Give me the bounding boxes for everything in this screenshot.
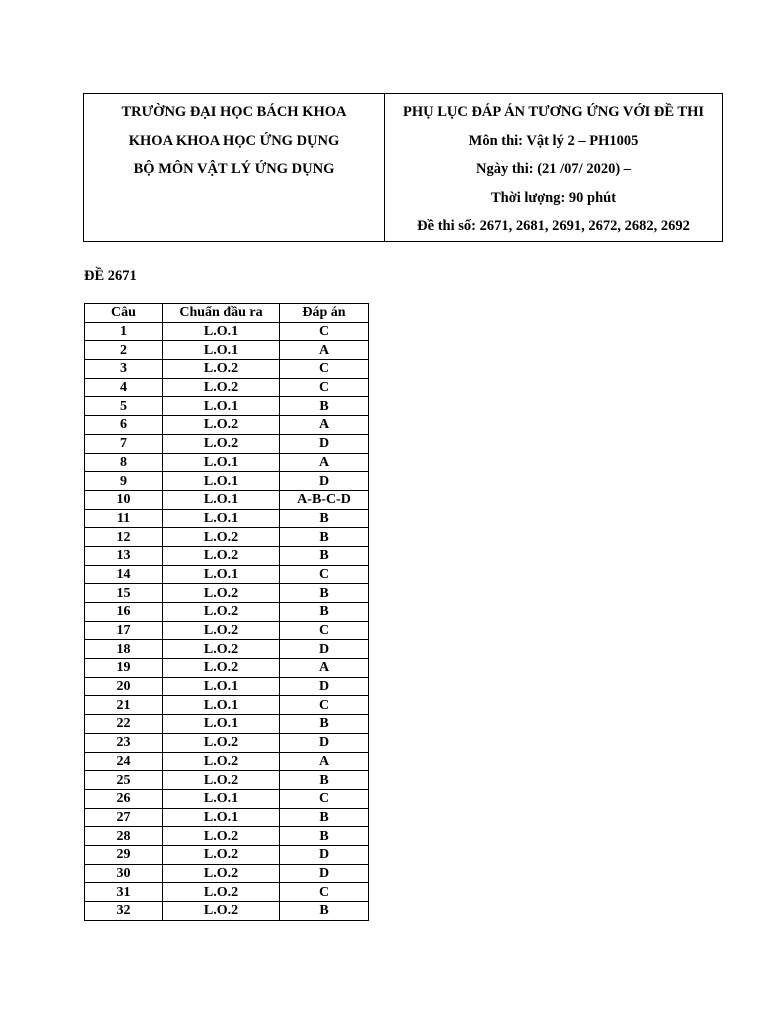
answer-cell: B [280, 771, 369, 790]
answer-cell: C [280, 565, 369, 584]
learning-outcome-cell: L.O.1 [163, 677, 280, 696]
learning-outcome-cell: L.O.2 [163, 659, 280, 678]
university-name: TRƯỜNG ĐẠI HỌC BÁCH KHOA [121, 104, 347, 120]
learning-outcome-cell: L.O.2 [163, 584, 280, 603]
question-number-cell: 15 [85, 584, 163, 603]
learning-outcome-cell: L.O.2 [163, 434, 280, 453]
question-number-cell: 29 [85, 845, 163, 864]
answer-cell: B [280, 603, 369, 622]
question-number-cell: 26 [85, 789, 163, 808]
question-number-cell: 5 [85, 397, 163, 416]
table-header-row [85, 304, 369, 323]
exam-date-line: Ngày thi: (21 /07/ 2020) – [475, 161, 632, 177]
question-number-cell: 25 [85, 771, 163, 790]
table-row [85, 322, 369, 341]
answer-cell: C [280, 789, 369, 808]
institution-block [84, 94, 385, 242]
question-number-cell: 27 [85, 808, 163, 827]
question-number-cell: 1 [85, 322, 163, 341]
answer-cell: A [280, 416, 369, 435]
question-number-cell: 12 [85, 528, 163, 547]
answer-cell: D [280, 733, 369, 752]
learning-outcome-cell: L.O.2 [163, 827, 280, 846]
answer-cell: C [280, 378, 369, 397]
answer-table-body [85, 322, 369, 920]
table-row [85, 621, 369, 640]
table-row [85, 864, 369, 883]
table-row [85, 659, 369, 678]
question-number-cell: 21 [85, 696, 163, 715]
table-row [85, 546, 369, 565]
appendix-title: PHỤ LỤC ĐÁP ÁN TƯƠNG ỨNG VỚI ĐỀ THI [402, 104, 705, 120]
table-row [85, 883, 369, 902]
question-number-cell: 13 [85, 546, 163, 565]
faculty-name: KHOA KHOA HỌC ỨNG DỤNG [128, 132, 340, 149]
table-row [85, 565, 369, 584]
table-row [85, 752, 369, 771]
question-number-cell: 2 [85, 341, 163, 360]
learning-outcome-cell: L.O.1 [163, 565, 280, 584]
document-header [83, 93, 723, 242]
table-row [85, 360, 369, 379]
learning-outcome-cell: L.O.1 [163, 341, 280, 360]
answer-cell: D [280, 434, 369, 453]
question-number-cell: 20 [85, 677, 163, 696]
learning-outcome-cell: L.O.2 [163, 771, 280, 790]
learning-outcome-cell: L.O.1 [163, 453, 280, 472]
answer-cell: A [280, 341, 369, 360]
table-row [85, 789, 369, 808]
question-number-cell: 23 [85, 733, 163, 752]
answer-cell: B [280, 528, 369, 547]
learning-outcome-cell: L.O.2 [163, 640, 280, 659]
learning-outcome-cell: L.O.1 [163, 322, 280, 341]
answer-cell: B [280, 902, 369, 921]
table-row [85, 397, 369, 416]
column-header-question: Câu [85, 304, 163, 323]
learning-outcome-cell: L.O.2 [163, 528, 280, 547]
table-row [85, 715, 369, 734]
learning-outcome-cell: L.O.1 [163, 490, 280, 509]
question-number-cell: 14 [85, 565, 163, 584]
question-number-cell: 31 [85, 883, 163, 902]
answer-cell: B [280, 397, 369, 416]
answer-cell: B [280, 584, 369, 603]
answer-cell: C [280, 360, 369, 379]
table-row [85, 808, 369, 827]
answer-cell: A [280, 453, 369, 472]
table-row [85, 528, 369, 547]
table-row [85, 341, 369, 360]
question-number-cell: 30 [85, 864, 163, 883]
table-row [85, 472, 369, 491]
column-header-answer: Đáp án [280, 304, 369, 323]
answer-cell: C [280, 883, 369, 902]
answer-cell: C [280, 696, 369, 715]
question-number-cell: 11 [85, 509, 163, 528]
table-row [85, 677, 369, 696]
learning-outcome-cell: L.O.1 [163, 509, 280, 528]
learning-outcome-cell: L.O.1 [163, 789, 280, 808]
table-row [85, 416, 369, 435]
learning-outcome-cell: L.O.2 [163, 902, 280, 921]
table-row [85, 378, 369, 397]
question-number-cell: 8 [85, 453, 163, 472]
table-row [85, 696, 369, 715]
duration-line: Thời lượng: 90 phút [490, 189, 617, 206]
exam-info-block [385, 94, 723, 242]
answer-cell: B [280, 546, 369, 565]
column-header-outcome: Chuẩn đầu ra [163, 304, 280, 323]
answer-cell: D [280, 845, 369, 864]
answer-cell: C [280, 621, 369, 640]
answer-cell: D [280, 864, 369, 883]
exam-code-title: ĐỀ 2671 [84, 268, 137, 284]
learning-outcome-cell: L.O.1 [163, 397, 280, 416]
answer-cell: D [280, 640, 369, 659]
question-number-cell: 7 [85, 434, 163, 453]
learning-outcome-cell: L.O.2 [163, 621, 280, 640]
table-row [85, 827, 369, 846]
subject-line: Môn thi: Vật lý 2 – PH1005 [468, 132, 639, 149]
learning-outcome-cell: L.O.2 [163, 546, 280, 565]
question-number-cell: 17 [85, 621, 163, 640]
table-row [85, 640, 369, 659]
learning-outcome-cell: L.O.1 [163, 472, 280, 491]
learning-outcome-cell: L.O.2 [163, 416, 280, 435]
table-row [85, 584, 369, 603]
learning-outcome-cell: L.O.2 [163, 883, 280, 902]
question-number-cell: 9 [85, 472, 163, 491]
question-number-cell: 16 [85, 603, 163, 622]
learning-outcome-cell: L.O.1 [163, 696, 280, 715]
table-row [85, 733, 369, 752]
answer-cell: D [280, 472, 369, 491]
question-number-cell: 10 [85, 490, 163, 509]
answer-cell: B [280, 715, 369, 734]
table-row [85, 771, 369, 790]
learning-outcome-cell: L.O.1 [163, 715, 280, 734]
answer-cell: A [280, 752, 369, 771]
table-row [85, 434, 369, 453]
answer-cell: B [280, 808, 369, 827]
question-number-cell: 6 [85, 416, 163, 435]
answer-cell: A [280, 659, 369, 678]
answer-cell: A-B-C-D [280, 490, 369, 509]
question-number-cell: 28 [85, 827, 163, 846]
answer-cell: B [280, 827, 369, 846]
answer-table [84, 303, 369, 921]
learning-outcome-cell: L.O.2 [163, 603, 280, 622]
question-number-cell: 18 [85, 640, 163, 659]
question-number-cell: 22 [85, 715, 163, 734]
learning-outcome-cell: L.O.2 [163, 733, 280, 752]
question-number-cell: 24 [85, 752, 163, 771]
question-number-cell: 3 [85, 360, 163, 379]
table-row [85, 509, 369, 528]
exam-codes-line: Đề thi số: 2671, 2681, 2691, 2672, 2682, 2692 [417, 218, 690, 234]
learning-outcome-cell: L.O.2 [163, 378, 280, 397]
table-row [85, 902, 369, 921]
table-row [85, 453, 369, 472]
answer-cell: B [280, 509, 369, 528]
learning-outcome-cell: L.O.1 [163, 808, 280, 827]
answer-cell: C [280, 322, 369, 341]
answer-cell: D [280, 677, 369, 696]
department-name: BỘ MÔN VẬT LÝ ỨNG DỤNG [133, 161, 335, 177]
learning-outcome-cell: L.O.2 [163, 752, 280, 771]
table-row [85, 603, 369, 622]
learning-outcome-cell: L.O.2 [163, 864, 280, 883]
question-number-cell: 4 [85, 378, 163, 397]
question-number-cell: 19 [85, 659, 163, 678]
question-number-cell: 32 [85, 902, 163, 921]
learning-outcome-cell: L.O.2 [163, 360, 280, 379]
table-row [85, 490, 369, 509]
table-row [85, 845, 369, 864]
learning-outcome-cell: L.O.2 [163, 845, 280, 864]
